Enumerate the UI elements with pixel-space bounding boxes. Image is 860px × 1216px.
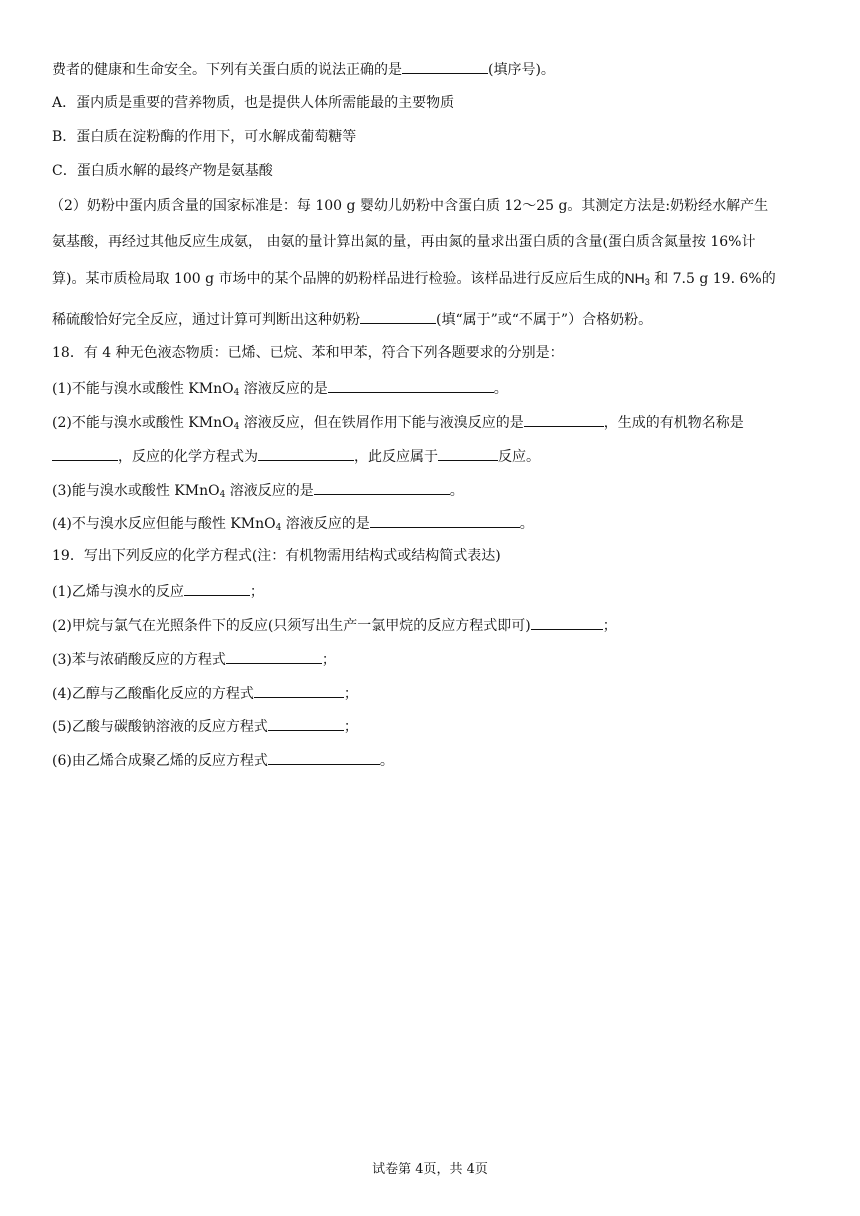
q18-part1: (1)不能与溴水或酸性 KMnO$_4$ 溶液反应的是 。 [52,377,508,403]
answer-blank[interactable] [531,614,603,630]
answer-blank[interactable] [268,749,380,765]
option-a: A．蛋内质是重要的营养物质，也是提供人体所需能最的主要物质 [52,95,455,111]
answer-blank[interactable] [254,682,344,698]
q17-part2-line1: （2）奶粉中蛋内质含量的国家标准是：每 100 g 婴幼儿奶粉中含蛋白质 12～25 g。其测定方法是:奶粉经水解产生 [50,198,769,214]
q19-item: (5)乙酸与碳酸钠溶液的反应方程式 ； [52,715,358,737]
answer-blank[interactable] [402,58,488,74]
q17-part2-line4: 稀硫酸恰好完全反应，通过计算可判断出这种奶粉 (填“属于”或“不属于”）合格奶粉。 [52,308,652,330]
q18-part4: (4)不与溴水反应但能与酸性 KMnO$_4$ 溶液反应的是 。 [52,512,534,538]
answer-blank[interactable] [360,308,436,324]
q19-item: (1)乙烯与溴水的反应 ； [52,580,264,602]
answer-blank[interactable] [184,580,250,596]
page-footer: 试卷第 4页，共 4页 [372,1162,488,1177]
answer-blank[interactable] [328,377,494,393]
q19-item: (6)由乙烯合成聚乙烯的反应方程式 。 [52,749,394,771]
answer-blank[interactable] [268,715,344,731]
answer-blank[interactable] [258,445,354,461]
q17-part2-line2: 氨基酸，再经过其他反应生成氨， 由氨的量计算出氮的量，再由氮的量求出蛋白质的含量(蛋白质含氮量按 16%计 [52,234,756,250]
answer-blank[interactable] [314,479,450,495]
q18-part2-line2: ，反应的化学方程式为 ，此反应属于 反应。 [52,445,540,467]
answer-blank[interactable] [370,512,520,528]
q17-intro: 费者的健康和生命安全。下列有关蛋白质的说法正确的是 (填序号)。 [52,58,555,80]
answer-blank[interactable] [52,445,118,461]
q19-item: (4)乙醇与乙酸酯化反应的方程式 ； [52,682,358,704]
q19-item: (3)苯与浓硝酸反应的方程式 ； [52,648,336,670]
q18-title: 18．有 4 种无色液态物质：已烯、已烷、苯和甲苯，符合下列各题要求的分别是： [52,345,564,361]
nh3-formula: $NH_3$ [624,270,650,287]
answer-blank[interactable] [226,648,322,664]
option-b: B．蛋白质在淀粉酶的作用下，可水解成葡萄糖等 [52,129,357,145]
q19-title: 19．写出下列反应的化学方程式(注：有机物需用结构式或结构简式表达) [52,548,501,564]
answer-blank[interactable] [524,411,604,427]
q17-part2-line3: 算)。某市质检局取 100 g 市场中的某个品牌的奶粉样品进行检验。该样品进行反应后生成的$NH_3$ 和 7.5 g 19. 6%的 [52,270,776,287]
q19-item: (2)甲烷与氯气在光照条件下的反应(只须写出生产一氯甲烷的反应方程式即可) ； [52,614,617,636]
option-c: C．蛋白质水解的最终产物是氨基酸 [52,163,273,179]
q18-part2-line1: (2)不能与溴水或酸性 KMnO$_4$ 溶液反应，但在铁屑作用下能与液溴反应的是 ，生成的有机物名称是 [52,411,744,437]
q18-part3: (3)能与溴水或酸性 KMnO$_4$ 溶液反应的是 。 [52,479,464,505]
answer-blank[interactable] [438,445,498,461]
